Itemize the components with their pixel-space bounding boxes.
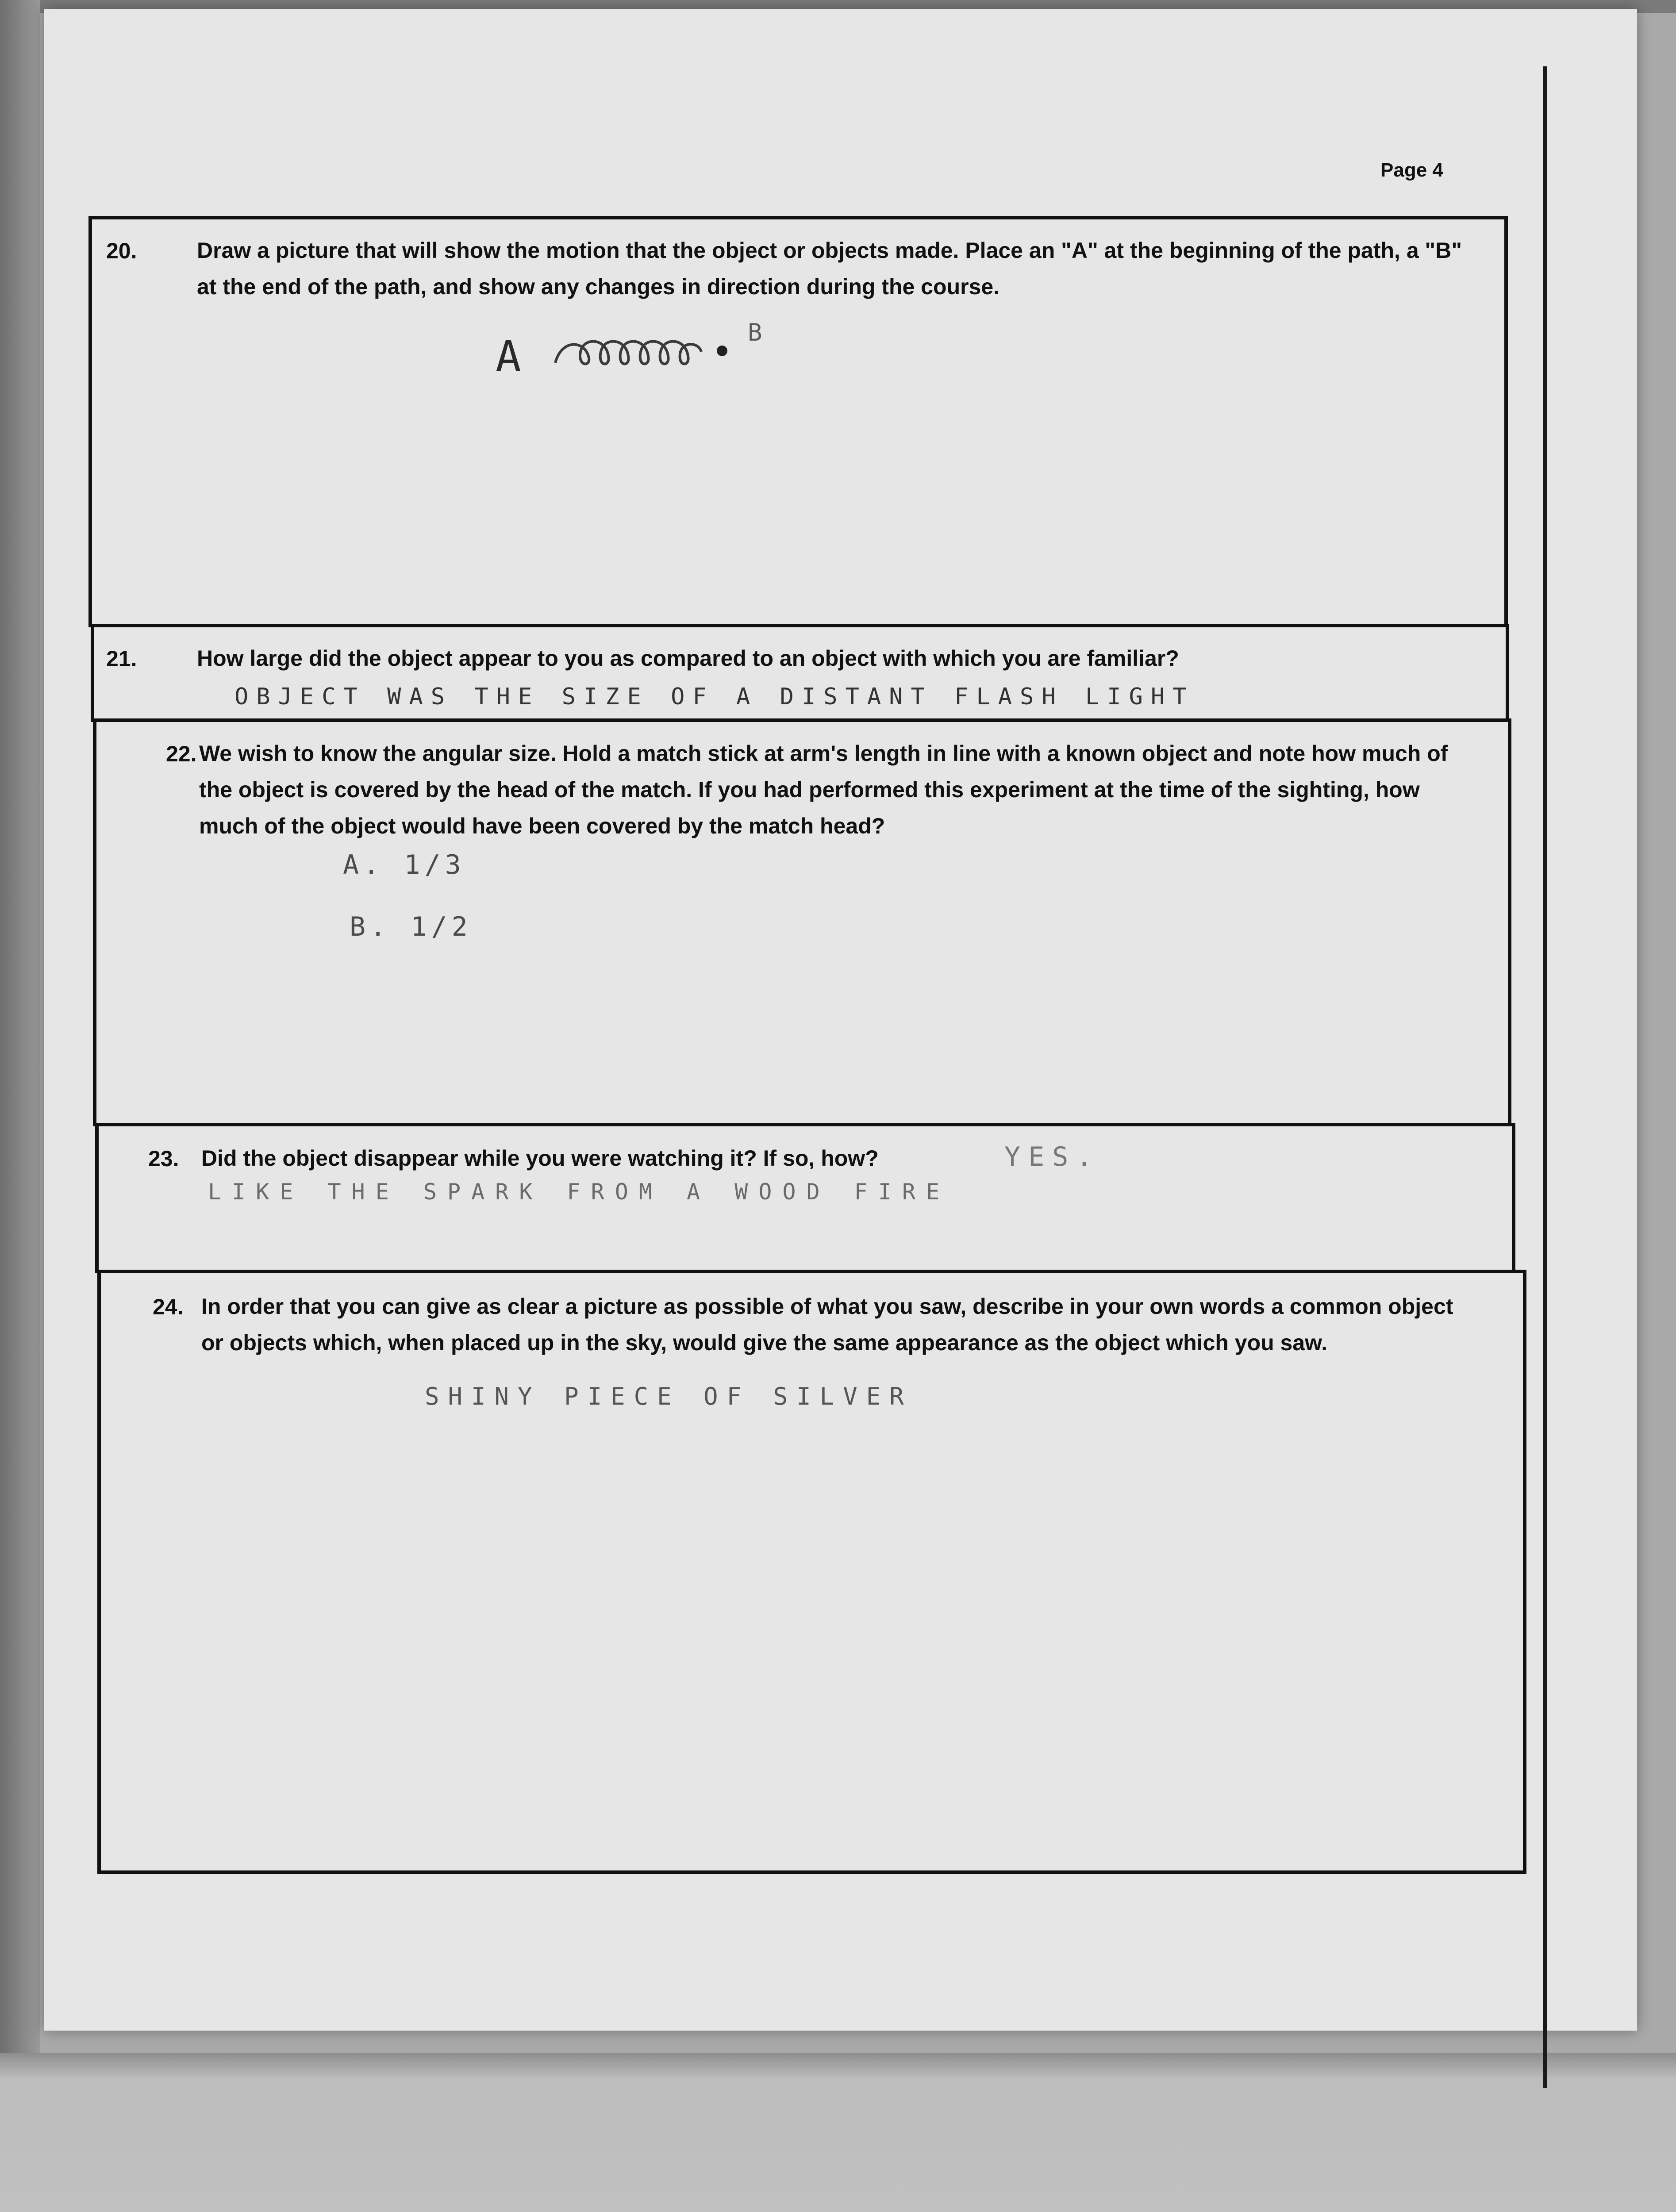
question-20-label-a: A [496,332,529,381]
page-right-rule [1543,66,1547,2088]
question-23-number: 23. [148,1146,179,1171]
scan-backdrop [0,2053,1676,2212]
question-23-answer-inline: YES. [1004,1141,1100,1172]
question-22-number: 22. [166,741,197,766]
question-21-answer: OBJECT WAS THE SIZE OF A DISTANT FLASH LIGHT [234,684,1195,710]
question-23-answer: LIKE THE SPARK FROM A WOOD FIRE [208,1179,950,1205]
question-24-text: In order that you can give as clear a picture as possible of what you saw, describe in your own words a common object or objects which, when placed up in the sky, would give the same appearance as the object which you saw. [201,1294,1453,1355]
scan-left-shadow [0,0,40,2053]
question-24-number: 24. [153,1294,184,1319]
question-20-motion-path-sketch [553,325,748,378]
question-22-text: We wish to know the angular size. Hold a match stick at arm's length in line with a known object and note how much of the object is covered by the head of the match. If you had performed this experiment at the time of the sighting, how much of the object would have been covered by the match head? [199,741,1448,838]
question-23-text: Did the object disappear while you were watching it? If so, how? [201,1146,879,1171]
question-21-number: 21. [106,646,137,671]
question-20-number: 20. [106,238,137,263]
question-21-text: How large did the object appear to you as compared to an object with which you are familiar? [197,646,1179,671]
question-22-answer-a: A. 1/3 [343,849,465,880]
question-22-answer-b: B. 1/2 [350,911,472,942]
page-number: Page 4 [1380,159,1443,181]
question-24-answer: SHINY PIECE OF SILVER [425,1382,913,1410]
question-20-text: Draw a picture that will show the motion that the object or objects made. Place an "A" at the beginning of the path, a "B" at the end of the path, and show any changes in direction during the course. [197,238,1462,299]
question-20-label-b: B [748,319,770,346]
